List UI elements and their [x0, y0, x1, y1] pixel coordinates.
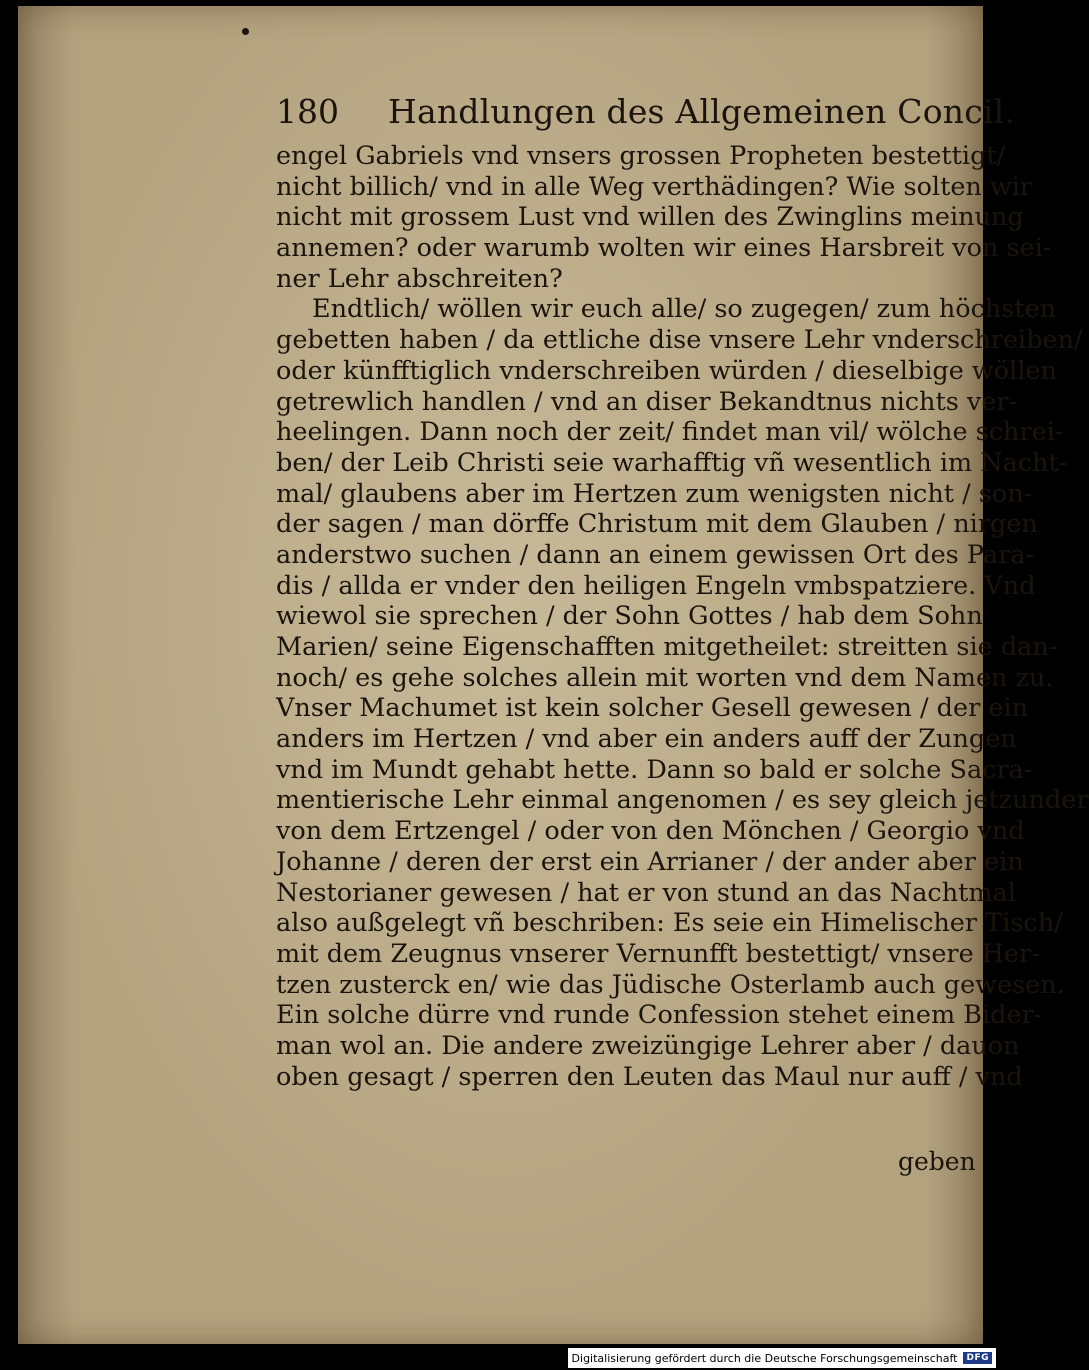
page-header: [276, 84, 1016, 134]
running-title: Handlungen des Allgemeinen Concil.: [388, 92, 1016, 131]
text-line: Endtlich/ wöllen wir euch alle/ so zugegen/ zum höchsten: [312, 294, 1057, 325]
text-line: Johanne / deren der erst ein Arrianer / der ander aber ein: [276, 846, 1024, 877]
book-page: [18, 6, 1089, 1344]
text-line: Ein solche dürre vnd runde Confession stehet einem Bider-: [276, 1000, 1043, 1031]
text-line: tzen zusterck en/ wie das Jüdische Osterlamb auch gewesen.: [276, 969, 1065, 1000]
body-text: [276, 141, 1089, 1092]
text-line: oben gesagt / sperren den Leuten das Maul nur auff / vnd: [276, 1061, 1023, 1092]
page-number: 180: [276, 92, 339, 131]
text-line: anderstwo suchen / dann an einem gewissen Ort des Para-: [276, 539, 1035, 570]
text-line: heelingen. Dann noch der zeit/ findet man vil/ wölche schrei-: [276, 417, 1064, 448]
dfg-logo: DFG: [963, 1352, 992, 1364]
text-line: mit dem Zeugnus vnserer Vernunfft bestettigt/ vnsere Her-: [276, 938, 1040, 969]
text-line: von dem Ertzengel / oder von den Mönchen / Georgio vnd: [276, 816, 1025, 847]
text-line: Nestorianer gewesen / hat er von stund an das Nachtmal: [276, 877, 1016, 908]
catchword: geben: [898, 1147, 976, 1176]
footer-text: Digitalisierung gefördert durch die Deutsche Forschungsgemeinschaft: [571, 1351, 958, 1365]
ink-spot: [242, 28, 249, 35]
text-line: oder künfftiglich vnderschreiben würden / dieselbige wöllen: [276, 355, 1057, 386]
text-line: nicht billich/ vnd in alle Weg verthädingen? Wie solten wir: [276, 171, 1033, 202]
text-line: mentierische Lehr einmal angenomen / es sey gleich jetzunder: [276, 785, 1089, 816]
text-line: annemen? oder warumb wolten wir eines Harsbreit von sei-: [276, 233, 1052, 264]
text-line: nicht mit grossem Lust vnd willen des Zwinglins meinung: [276, 202, 1024, 233]
text-line: getrewlich handlen / vnd an diser Bekandtnus nichts ver-: [276, 386, 1018, 417]
text-line: also außgelegt vñ beschriben: Es seie ein Himelischer Tisch/: [276, 908, 1063, 939]
text-line: anders im Hertzen / vnd aber ein anders auff der Zungen: [276, 724, 1017, 755]
text-line: noch/ es gehe solches allein mit worten vnd dem Namen zu.: [276, 662, 1054, 693]
text-line: engel Gabriels vnd vnsers grossen Propheten bestettigt/: [276, 141, 1006, 171]
text-line: mal/ glaubens aber im Hertzen zum wenigsten nicht / son-: [276, 478, 1033, 509]
text-line: ner Lehr abschreiten?: [276, 263, 563, 294]
text-line: wiewol sie sprechen / der Sohn Gottes / hab dem Sohn: [276, 601, 983, 632]
text-line: gebetten haben / da ettliche dise vnsere Lehr vnderschreiben/: [276, 325, 1083, 356]
text-line: ben/ der Leib Christi seie warhafftig vñ wesentlich im Nacht-: [276, 447, 1068, 478]
text-line: Vnser Machumet ist kein solcher Gesell gewesen / der ein: [276, 693, 1029, 724]
text-line: dis / allda er vnder den heiligen Engeln vmbspatziere. Vnd: [276, 570, 1036, 601]
text-line: der sagen / man dörffe Christum mit dem Glauben / nirgen: [276, 509, 1038, 540]
text-line: Marien/ seine Eigenschafften mitgetheilet: streitten sie dan-: [276, 632, 1058, 662]
text-line: man wol an. Die andere zweizüngige Lehrer aber / dauon: [276, 1030, 1020, 1061]
text-line: vnd im Mundt gehabt hette. Dann so bald er solche Sacra-: [276, 754, 1033, 785]
digitization-footer: [568, 1348, 996, 1368]
